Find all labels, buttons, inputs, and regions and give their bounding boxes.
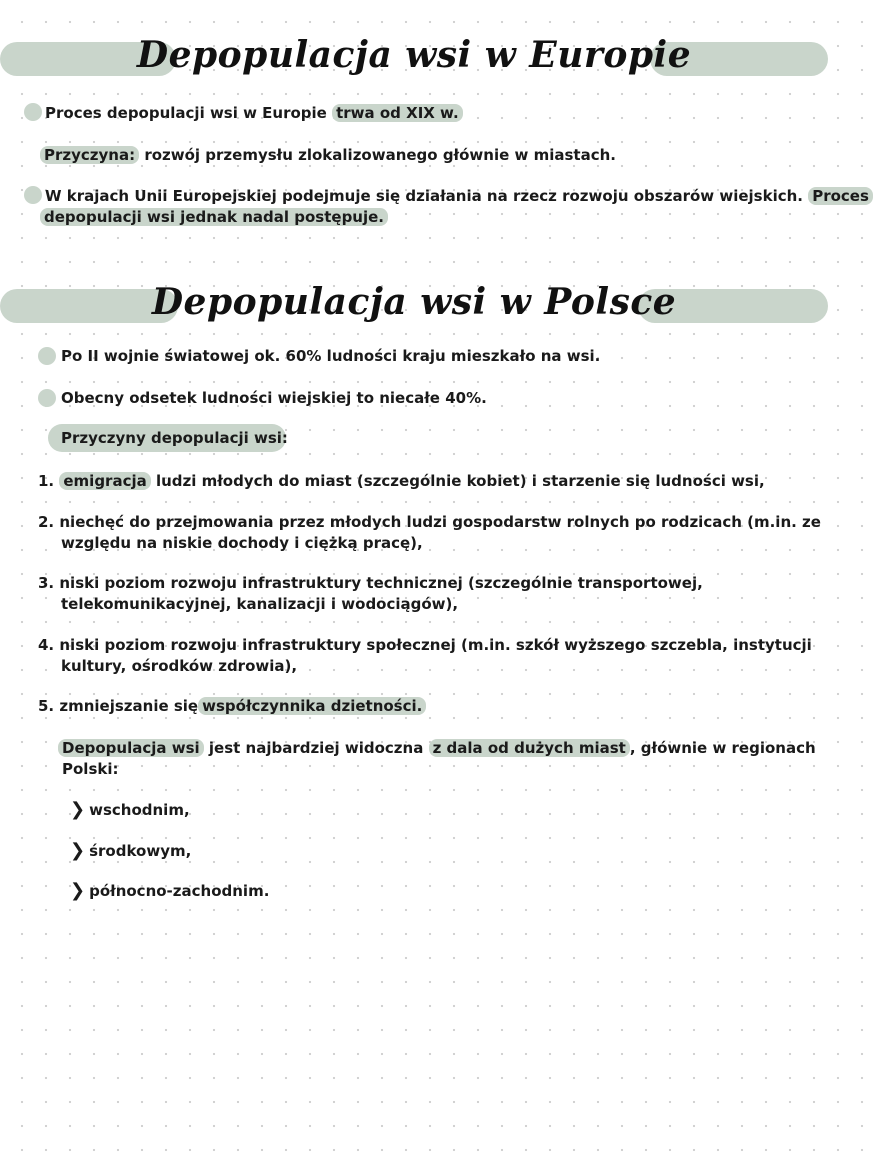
causes-heading: Przyczyny depopulacji wsi:: [61, 429, 288, 447]
chevron-right-icon: ❯: [70, 799, 86, 820]
text: zmniejszanie się: [59, 697, 199, 715]
poland-point-1: Po II wojnie światowej ok. 60% ludności kraju mieszkało na wsi.: [61, 347, 601, 365]
highlight: Przyczyna:: [40, 146, 139, 164]
section-title-europe: Depopulacja wsi w Europie: [136, 34, 692, 76]
number: 3.: [38, 574, 55, 592]
text: środkowym,: [89, 842, 192, 860]
text: jest najbardziej widoczna: [203, 739, 424, 757]
cause-2-line2: względu na niskie dochody i ciężką pracę),: [61, 534, 423, 552]
number: 4.: [38, 636, 55, 654]
region-item: [70, 880, 269, 902]
highlight: emigracja: [59, 472, 150, 490]
text: rozwój przemysłu zlokalizowanego głównie w miastach.: [139, 146, 616, 164]
bullet-dot: [24, 186, 42, 204]
number: 2.: [38, 513, 55, 531]
europe-point-1: [45, 103, 463, 124]
text: Proces depopulacji wsi w Europie: [45, 104, 327, 122]
bullet-dot: [38, 389, 56, 407]
cause-5: [38, 696, 426, 717]
visibility-line2: Polski:: [62, 760, 119, 778]
highlight: Proces: [808, 187, 873, 205]
bullet-dot: [38, 347, 56, 365]
number: 5.: [38, 697, 55, 715]
chevron-right-icon: ❯: [70, 880, 86, 901]
europe-point-2-line2: [40, 207, 388, 228]
text: wschodnim,: [89, 801, 190, 819]
cause-3-line1: [38, 573, 703, 594]
section-title-poland: Depopulacja wsi w Polsce: [151, 281, 677, 323]
highlight: współczynnika dzietności.: [198, 697, 426, 715]
cause-4-line2: kultury, ośrodków zdrowia),: [61, 657, 298, 675]
europe-point-2-line1: [45, 186, 873, 207]
cause-2-line1: [38, 512, 821, 533]
cause-4-line1: [38, 635, 812, 656]
highlight: depopulacji wsi jednak nadal postępuje.: [40, 208, 388, 226]
cause-3-line2: telekomunikacyjnej, kanalizacji i wodociągów),: [61, 595, 459, 613]
cause-1: [38, 471, 765, 492]
number: 1.: [38, 472, 55, 490]
bullet-dot: [24, 103, 42, 121]
europe-cause: [40, 145, 616, 166]
text: niski poziom rozwoju infrastruktury społecznej (m.in. szkół wyższego szczebla, instytucji: [59, 636, 812, 654]
text: niski poziom rozwoju infrastruktury technicznej (szczególnie transportowej,: [59, 574, 703, 592]
text: północno-zachodnim.: [89, 882, 270, 900]
region-item: [70, 840, 191, 862]
poland-point-2: Obecny odsetek ludności wiejskiej to niecałe 40%.: [61, 389, 487, 407]
text: niechęć do przejmowania przez młodych ludzi gospodarstw rolnych po rodzicach (m.in. ze: [59, 513, 821, 531]
visibility-line1: [58, 738, 816, 759]
text: ludzi młodych do miast (szczególnie kobiet) i starzenie się ludności wsi,: [150, 472, 765, 490]
highlight: z dala od dużych miast: [429, 739, 630, 757]
highlight: Depopulacja wsi: [58, 739, 204, 757]
chevron-right-icon: ❯: [70, 840, 86, 861]
text: W krajach Unii Europejskiej podejmuje się działania na rzecz rozwoju obszarów wiejskich.: [45, 187, 803, 205]
highlight: trwa od XIX w.: [332, 104, 463, 122]
region-item: [70, 799, 190, 821]
text: , głównie w regionach: [629, 739, 816, 757]
